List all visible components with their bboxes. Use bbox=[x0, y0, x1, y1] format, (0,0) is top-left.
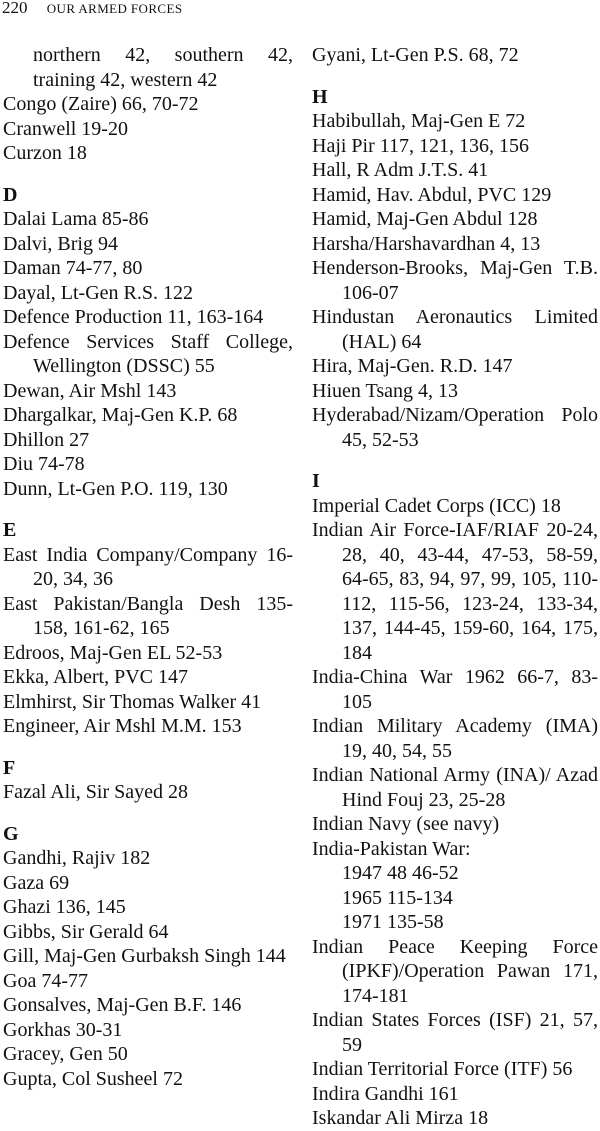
index-entry: Gracey, Gen 50 bbox=[3, 1043, 128, 1065]
page-number: 220 bbox=[2, 0, 28, 17]
index-subentry: 1965 115-134 bbox=[342, 886, 453, 909]
index-entry: Hall, R Adm J.T.S. 41 bbox=[312, 159, 489, 181]
index-entry: East India Company/Company 16-20, 34, 36 bbox=[3, 543, 293, 590]
index-entry: Indian Navy (see navy) bbox=[312, 813, 500, 835]
index-entry: Haji Pir 117, 121, 136, 156 bbox=[312, 134, 530, 157]
index-entry: Indira Gandhi 161 bbox=[312, 1082, 459, 1105]
index-entry: Indian National Army (INA)/ Azad Hind Fouj 23, 25-28 bbox=[312, 764, 598, 811]
index-entry: India-Pakistan War: bbox=[312, 837, 471, 860]
section-letter: D bbox=[3, 183, 18, 206]
index-entry: East Pakistan/Bangla Desh 135-158, 161-62, 165 bbox=[3, 592, 293, 639]
index-entry: Dewan, Air Mshl 143 bbox=[3, 379, 177, 402]
index-entry: Indian Territorial Force (ITF) 56 bbox=[312, 1058, 573, 1080]
index-entry: Indian Peace Keeping Force (IPKF)/Operation Pawan 171, 174-181 bbox=[312, 935, 598, 1007]
index-entry: Engineer, Air Mshl M.M. 153 bbox=[3, 715, 242, 737]
index-subentry: 1971 135-58 bbox=[342, 911, 444, 933]
index-entry: Hyderabad/Nizam/Operation Polo 45, 52-53 bbox=[312, 404, 598, 451]
index-entry: Gill, Maj-Gen Gurbaksh Singh 144 bbox=[3, 945, 286, 967]
index-entry: Indian Military Academy (IMA) 19, 40, 54, 55 bbox=[312, 715, 598, 762]
index-entry: Dunn, Lt-Gen P.O. 119, 130 bbox=[3, 477, 228, 500]
index-entry: Iskandar Ali Mirza 18 bbox=[312, 1107, 489, 1129]
index-entry: Dalai Lama 85-86 bbox=[3, 208, 149, 230]
index-entry: Hira, Maj-Gen. R.D. 147 bbox=[312, 355, 513, 377]
index-entry: Indian States Forces (ISF) 21, 57, 59 bbox=[312, 1009, 598, 1056]
section-letter: F bbox=[3, 756, 16, 779]
index-entry: Gandhi, Rajiv 182 bbox=[3, 847, 151, 869]
index-entry: Diu 74-78 bbox=[3, 453, 85, 475]
index-entry: Curzon 18 bbox=[3, 142, 87, 164]
index-entry: Hiuen Tsang 4, 13 bbox=[312, 379, 458, 402]
index-entry: Habibullah, Maj-Gen E 72 bbox=[312, 110, 526, 132]
index-entry: Ghazi 136, 145 bbox=[3, 896, 126, 918]
index-entry: Goa 74-77 bbox=[3, 969, 88, 992]
index-entry: Dayal, Lt-Gen R.S. 122 bbox=[3, 281, 193, 304]
index-entry: Defence Production 11, 163-164 bbox=[3, 306, 264, 328]
index-entry: Defence Services Staff College, Wellington (DSSC) 55 bbox=[3, 330, 293, 377]
index-entry: Gibbs, Sir Gerald 64 bbox=[3, 920, 169, 943]
section-letter: E bbox=[3, 519, 17, 541]
section-letter: G bbox=[3, 822, 19, 845]
index-entry: Imperial Cadet Corps (ICC) 18 bbox=[312, 494, 561, 517]
index-entry: Gupta, Col Susheel 72 bbox=[3, 1067, 183, 1090]
index-entry: Hindustan Aeronautics Limited (HAL) 64 bbox=[312, 306, 598, 353]
index-entry: Hamid, Hav. Abdul, PVC 129 bbox=[312, 183, 552, 206]
index-entry: Dalvi, Brig 94 bbox=[3, 232, 118, 255]
index-entry: Dhillon 27 bbox=[3, 428, 90, 451]
index-entry: Dhargalkar, Maj-Gen K.P. 68 bbox=[3, 404, 238, 426]
index-entry: India-China War 1962 66-7, 83-105 bbox=[312, 666, 598, 713]
running-title: OUR ARMED FORCES bbox=[46, 1, 183, 16]
index-entry: Fazal Ali, Sir Sayed 28 bbox=[3, 781, 188, 803]
index-entry: Henderson-Brooks, Maj-Gen T.B. 106-07 bbox=[312, 257, 598, 304]
index-entry: Hamid, Maj-Gen Abdul 128 bbox=[312, 208, 538, 230]
index-entry: Gaza 69 bbox=[3, 871, 70, 894]
index-entry: Gonsalves, Maj-Gen B.F. 146 bbox=[3, 994, 242, 1016]
index-entry: Cranwell 19-20 bbox=[3, 117, 128, 140]
index-entry: Indian Air Force-IAF/RIAF 20-24, 28, 40, 43-44, 47-53, 58-59, 64-65, 83, 94, 97, 99, 105, 110-112, 115-56, 123-24, 133-34, 137, 144-45, 159-60, 164, 175, 184 bbox=[312, 519, 598, 664]
section-letter: I bbox=[312, 470, 320, 492]
index-entry: Daman 74-77, 80 bbox=[3, 257, 143, 279]
index-entry: Gyani, Lt-Gen P.S. 68, 72 bbox=[312, 44, 519, 66]
index-entry: Harsha/Harshavardhan 4, 13 bbox=[312, 232, 541, 255]
index-entry-continuation: northern 42, southern 42, training 42, western 42 bbox=[33, 44, 293, 91]
index-column-right bbox=[312, 43, 598, 1131]
running-header bbox=[2, 0, 182, 20]
index-entry: Gorkhas 30-31 bbox=[3, 1018, 123, 1041]
index-entry: Congo (Zaire) 66, 70-72 bbox=[3, 93, 199, 115]
index-entry: Ekka, Albert, PVC 147 bbox=[3, 666, 188, 688]
index-entry: Elmhirst, Sir Thomas Walker 41 bbox=[3, 690, 262, 713]
index-entry: Edroos, Maj-Gen EL 52-53 bbox=[3, 641, 223, 664]
section-letter: H bbox=[312, 85, 328, 108]
index-column-left bbox=[3, 43, 293, 1091]
index-subentry: 1947 48 46-52 bbox=[342, 862, 459, 884]
